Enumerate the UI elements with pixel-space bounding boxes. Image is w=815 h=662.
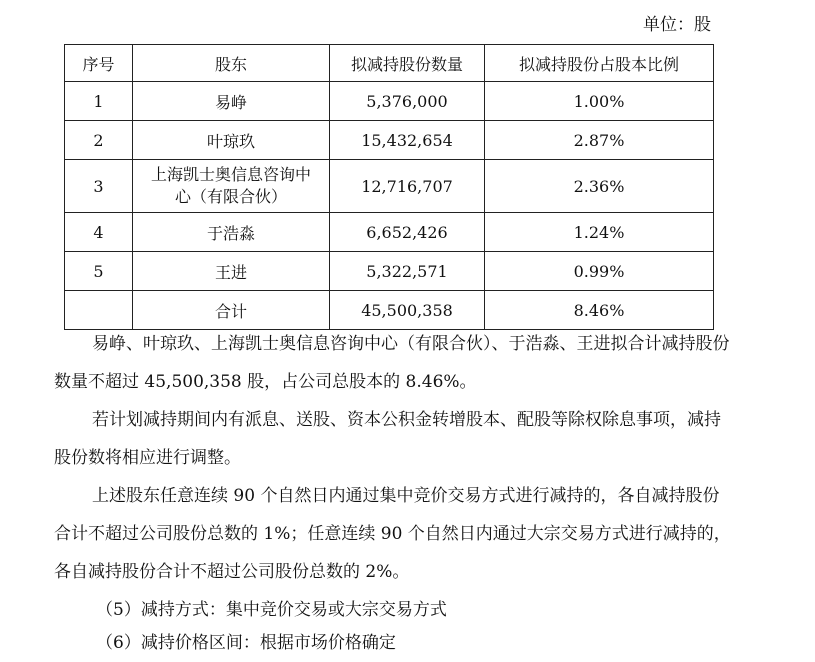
row-ratio: 2.87%: [485, 121, 714, 160]
header-shareholder: 股东: [133, 45, 330, 82]
row-no: 1: [65, 82, 133, 121]
row-no: 4: [65, 213, 133, 252]
paragraph-price-range: （6）减持价格区间：根据市场价格确定: [96, 633, 396, 653]
total-no: [65, 291, 133, 330]
paragraph-limits: 上述股东任意连续 90 个自然日内通过集中竞价交易方式进行减持的，各自减持股份合计不超过公司股份总数的 1%；任意连续 90 个自然日内通过大宗交易方式进行减持的，各自减持股份合计不超过公司股份总数的 2%。: [54, 486, 731, 582]
row-shareholder: 于浩淼: [133, 213, 330, 252]
paragraph-method: （5）减持方式：集中竞价交易或大宗交易方式: [96, 600, 447, 620]
header-shares: 拟减持股份数量: [330, 45, 485, 82]
row-no: 2: [65, 121, 133, 160]
shareholder-name-line2: 心（有限合伙）: [174, 187, 287, 206]
table-row: [65, 82, 714, 121]
row-no: 3: [65, 160, 133, 213]
total-ratio: 8.46%: [485, 291, 714, 330]
row-ratio: 1.00%: [485, 82, 714, 121]
reduction-table: [64, 44, 714, 330]
header-ratio: 拟减持股份占股本比例: [485, 45, 714, 82]
unit-label: 单位：股: [643, 15, 711, 35]
table-header-row: [65, 45, 714, 82]
header-no: 序号: [65, 45, 133, 82]
row-ratio: 2.36%: [485, 160, 714, 213]
row-shares: 12,716,707: [330, 160, 485, 213]
table-row: [65, 252, 714, 291]
row-ratio: 1.24%: [485, 213, 714, 252]
row-shares: 6,652,426: [330, 213, 485, 252]
row-shares: 5,322,571: [330, 252, 485, 291]
row-shares: 15,432,654: [330, 121, 485, 160]
row-no: 5: [65, 252, 133, 291]
row-shareholder: [133, 160, 330, 213]
paragraph-summary: 易峥、叶琼玖、上海凯士奥信息咨询中心（有限合伙）、于浩淼、王进拟合计减持股份数量不超过 45,500,358 股，占公司总股本的 8.46%。: [54, 334, 730, 392]
paragraph-adjustment: 若计划减持期间内有派息、送股、资本公积金转增股本、配股等除权除息事项，减持股份数将相应进行调整。: [54, 410, 721, 468]
table-row: [65, 160, 714, 213]
row-shares: 5,376,000: [330, 82, 485, 121]
row-shareholder: 易峥: [133, 82, 330, 121]
table-row: [65, 213, 714, 252]
shareholder-name-line1: 上海凯士奥信息咨询中: [150, 165, 311, 184]
row-shareholder: 王进: [133, 252, 330, 291]
row-ratio: 0.99%: [485, 252, 714, 291]
total-shares: 45,500,358: [330, 291, 485, 330]
table-total-row: [65, 291, 714, 330]
total-label: 合计: [133, 291, 330, 330]
table-row: [65, 121, 714, 160]
row-shareholder: 叶琼玖: [133, 121, 330, 160]
